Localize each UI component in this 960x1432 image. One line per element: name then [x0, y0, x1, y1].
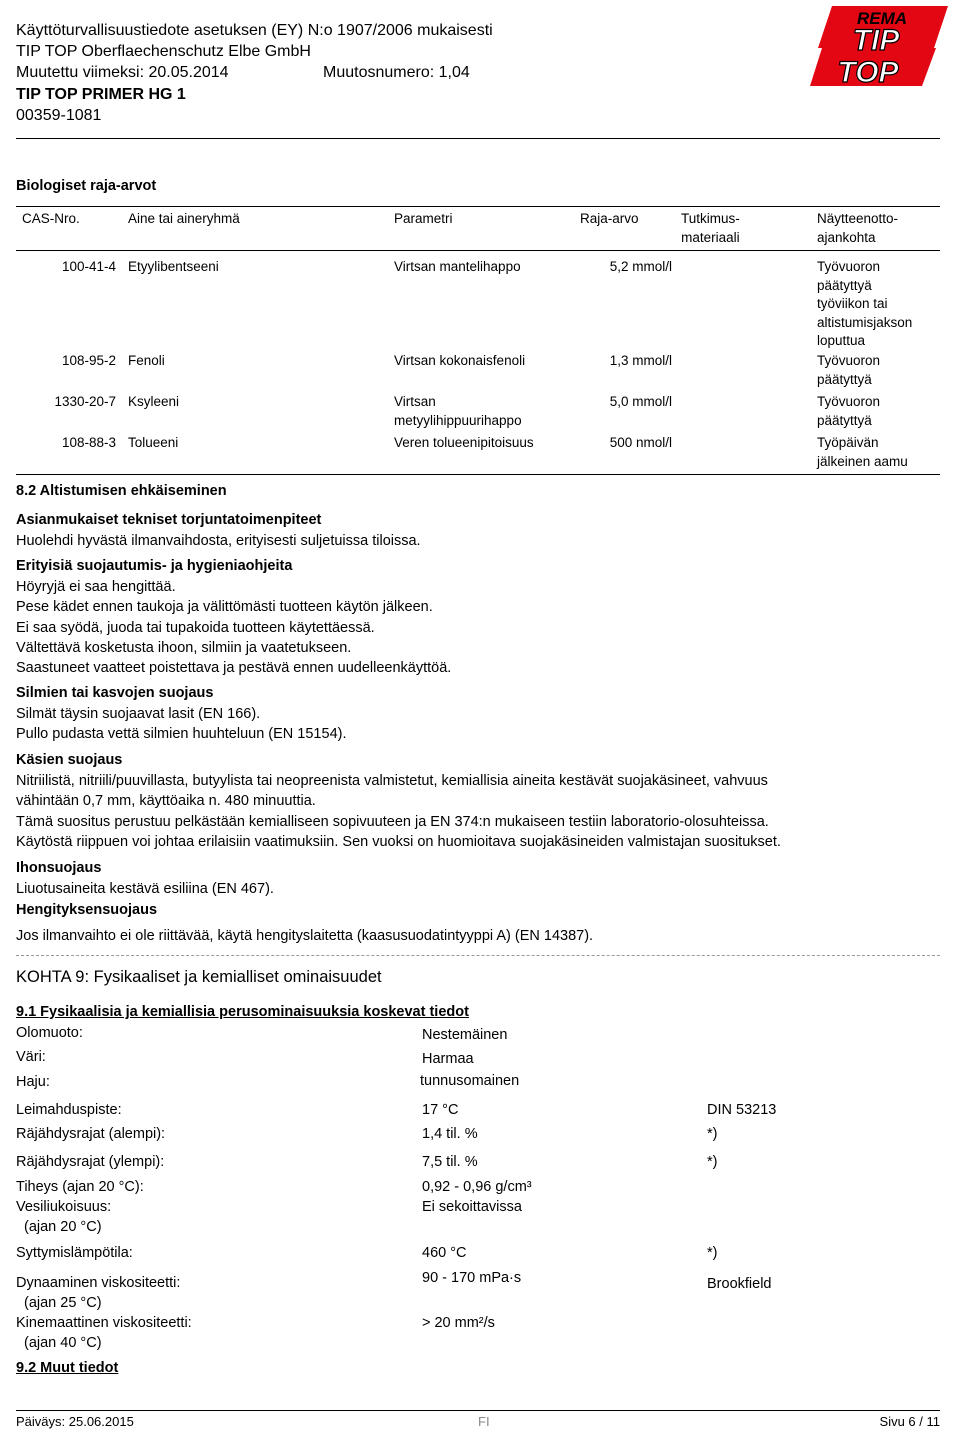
- header-title: Käyttöturvallisuustiedote asetuksen (EY) N:o 1907/2006 mukaisesti: [16, 22, 493, 39]
- hygiene-heading: Erityisiä suojautumis- ja hygieniaohjeita: [16, 558, 293, 574]
- bio-row-substance: Ksyleeni: [128, 394, 180, 409]
- hygiene-line: Vältettävä kosketusta ihoon, silmiin ja vaatetukseen.: [16, 640, 352, 656]
- prop-value: Nestemäinen: [422, 1027, 508, 1043]
- prop-value: 0,92 - 0,96 g/cm³: [422, 1179, 532, 1195]
- logo-tip-text: TIP: [852, 24, 900, 57]
- bio-row-substance: Etyylibentseeni: [128, 259, 219, 274]
- bio-col-material: Tutkimus- materiaali: [681, 211, 740, 245]
- footer-divider: [16, 1410, 940, 1411]
- bio-row-substance: Fenoli: [128, 353, 165, 368]
- bio-row-parameter: Veren tolueenipitoisuus: [394, 435, 534, 450]
- header-product-no: 00359-1081: [16, 107, 102, 124]
- logo-top-text: TOP: [837, 56, 899, 88]
- bio-row-substance: Tolueeni: [128, 435, 179, 450]
- section-9-1-title: 9.1 Fysikaalisia ja kemiallisia perusominaisuuksia koskevat tiedot: [16, 1004, 469, 1020]
- bio-row-time: Työvuoron päätyttyä: [817, 353, 881, 387]
- prop-label: Räjähdysrajat (alempi):: [16, 1126, 166, 1142]
- prop-method: DIN 53213: [707, 1102, 777, 1118]
- prop-label: Vesiliukoisuus:: [16, 1199, 112, 1215]
- rema-tip-top-logo: [810, 4, 950, 88]
- header-product: TIP TOP PRIMER HG 1: [16, 86, 186, 103]
- skin-protection-text: Liuotusaineita kestävä esiliina (EN 467).: [16, 881, 274, 897]
- bio-row-parameter: Virtsan kokonaisfenoli: [394, 353, 526, 368]
- bio-table-header-rule: [16, 250, 940, 251]
- hand-protection-line: Tämä suositus perustuu pelkästään kemialliseen sopivuuteen ja EN 374:n mukaiseen testiin laboratorio-olosuhteissa.: [16, 814, 769, 830]
- prop-label: Leimahduspiste:: [16, 1102, 122, 1118]
- hand-protection-line: vähintään 0,7 mm, käyttöaika n. 480 minuuttia.: [16, 793, 316, 809]
- prop-value: 460 °C: [422, 1245, 467, 1261]
- bio-col-parameter: Parametri: [394, 211, 453, 226]
- prop-value: 90 - 170 mPa·s: [422, 1270, 522, 1286]
- prop-label: Räjähdysrajat (ylempi):: [16, 1154, 165, 1170]
- prop-value: 1,4 til. %: [422, 1126, 478, 1142]
- prop-label-condition: (ajan 25 °C): [24, 1295, 102, 1311]
- prop-method: Brookfield: [707, 1276, 772, 1292]
- prop-label: Kinemaattinen viskositeetti:: [16, 1315, 192, 1331]
- section-9-2-title: 9.2 Muut tiedot: [16, 1360, 119, 1376]
- respiratory-text: Jos ilmanvaihto ei ole riittävää, käytä hengityslaitetta (kaasusuodatintyyppi A) (EN 14387).: [16, 928, 594, 944]
- eye-protection-heading: Silmien tai kasvojen suojaus: [16, 685, 214, 701]
- tech-measures-text: Huolehdi hyvästä ilmanvaihdosta, erityisesti suljetuissa tiloissa.: [16, 533, 421, 549]
- bio-col-substance: Aine tai aineryhmä: [128, 211, 240, 226]
- prop-label: Syttymislämpötila:: [16, 1245, 133, 1261]
- footer-date: Päiväys: 25.06.2015: [16, 1414, 134, 1429]
- bio-row-cas: 1330-20-7: [54, 394, 116, 409]
- bio-row-parameter: Virtsan mantelihappo: [394, 259, 521, 274]
- footer-language: FI: [478, 1414, 490, 1429]
- bio-row-limit: 500 nmol/l: [609, 435, 672, 450]
- prop-value: Ei sekoittavissa: [422, 1199, 522, 1215]
- respiratory-heading: Hengityksensuojaus: [16, 902, 158, 918]
- bio-col-limit: Raja-arvo: [580, 211, 639, 226]
- bio-row-limit: 5,0 mmol/l: [609, 394, 672, 409]
- header-divider: [16, 138, 940, 139]
- prop-label: Olomuoto:: [16, 1025, 83, 1041]
- footer-page-number: Sivu 6 / 11: [879, 1414, 940, 1429]
- bio-table-bottom-rule: [16, 474, 940, 475]
- prop-label: Väri:: [16, 1049, 46, 1065]
- prop-value: 17 °C: [422, 1102, 459, 1118]
- bio-row-time: Työvuoron päätyttyä työviikon tai altistumisjakson loputtua: [817, 259, 913, 348]
- bio-row-cas: 108-95-2: [61, 353, 116, 368]
- logo-rema-text: REMA: [856, 9, 908, 28]
- prop-label: Tiheys (ajan 20 °C):: [16, 1179, 144, 1195]
- prop-label-condition: (ajan 20 °C): [24, 1219, 102, 1235]
- hygiene-line: Höyryjä ei saa hengittää.: [16, 579, 176, 595]
- section-8-2-title: 8.2 Altistumisen ehkäiseminen: [16, 483, 227, 499]
- eye-protection-line: Silmät täysin suojaavat lasit (EN 166).: [16, 706, 261, 722]
- prop-method: *): [707, 1126, 718, 1142]
- hand-protection-heading: Käsien suojaus: [16, 752, 123, 768]
- bio-row-time: Työpäivän jälkeinen aamu: [817, 435, 908, 469]
- bio-row-parameter: Virtsan metyylihippuurihappo: [394, 394, 522, 428]
- bio-row-limit: 5,2 mmol/l: [609, 259, 672, 274]
- prop-value: Harmaa: [422, 1051, 474, 1067]
- header-revision: Muutosnumero: 1,04: [323, 64, 470, 81]
- hand-protection-line: Käytöstä riippuen voi johtaa erilaisiin vaatimuksiin. Sen vuoksi on huomioitava suojakäsineiden valmistajan suositukset.: [16, 834, 781, 850]
- header-company: TIP TOP Oberflaechenschutz Elbe GmbH: [16, 43, 311, 60]
- prop-label: Haju:: [16, 1074, 50, 1090]
- prop-method: *): [707, 1245, 718, 1261]
- bio-col-cas: CAS-Nro.: [22, 211, 80, 226]
- prop-value: tunnusomainen: [420, 1073, 520, 1089]
- prop-label-condition: (ajan 40 °C): [24, 1335, 102, 1351]
- hand-protection-line: Nitriilistä, nitriili/puuvillasta, butyylista tai neopreenista valmistetut, kemiallisia aineita kestävät suojakäsineet, vahvuus: [16, 773, 768, 789]
- tech-measures-heading: Asianmukaiset tekniset torjuntatoimenpiteet: [16, 512, 322, 528]
- skin-protection-heading: Ihonsuojaus: [16, 860, 102, 876]
- hygiene-line: Ei saa syödä, juoda tai tupakoida tuotteen käytettäessä.: [16, 620, 375, 636]
- prop-value: 7,5 til. %: [422, 1154, 478, 1170]
- bio-col-time: Näytteenotto- ajankohta: [817, 211, 899, 245]
- bio-row-cas: 100-41-4: [61, 259, 116, 274]
- hygiene-line: Saastuneet vaatteet poistettava ja pestävä ennen uudelleenkäyttöä.: [16, 660, 452, 676]
- eye-protection-line: Pullo pudasta vettä silmien huuhteluun (EN 15154).: [16, 726, 347, 742]
- section-9-title: KOHTA 9: Fysikaaliset ja kemialliset ominaisuudet: [16, 968, 382, 986]
- bio-title: Biologiset raja-arvot: [16, 178, 157, 194]
- bio-table-top-rule: [16, 206, 940, 207]
- prop-value: > 20 mm²/s: [422, 1315, 495, 1331]
- prop-method: *): [707, 1154, 718, 1170]
- header-modified: Muutettu viimeksi: 20.05.2014: [16, 64, 229, 81]
- section-divider: [16, 955, 940, 956]
- bio-row-time: Työvuoron päätyttyä: [817, 394, 881, 428]
- prop-label: Dynaaminen viskositeetti:: [16, 1275, 181, 1291]
- bio-row-cas: 108-88-3: [61, 435, 116, 450]
- bio-row-limit: 1,3 mmol/l: [609, 353, 672, 368]
- hygiene-line: Pese kädet ennen taukoja ja välittömästi tuotteen käytön jälkeen.: [16, 599, 433, 615]
